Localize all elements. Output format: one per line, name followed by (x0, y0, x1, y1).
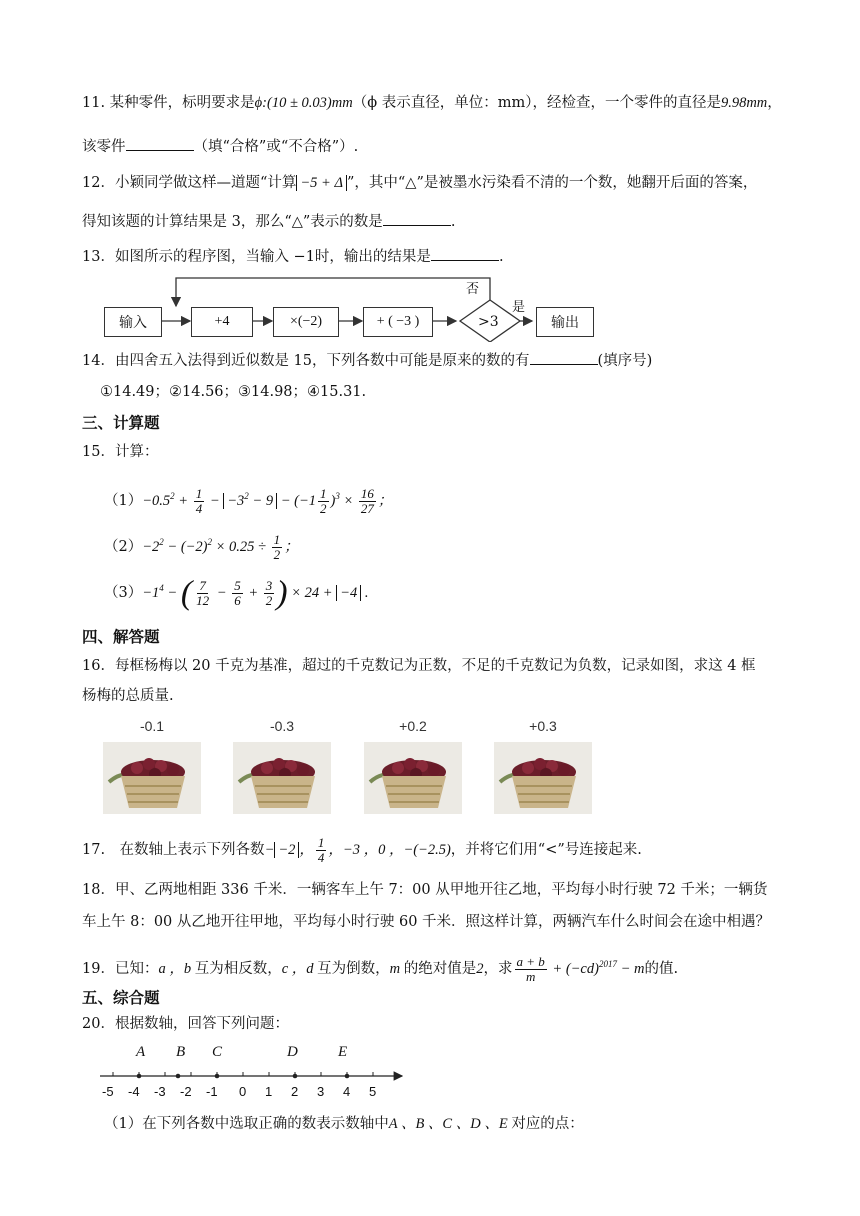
tick-label: 3 (317, 1084, 325, 1099)
q15-title: 15．计算： (82, 444, 159, 460)
q19-expr: $\frac{a + b}{m}$ + $(-cd)^{2017} - m$ (516, 954, 645, 984)
q13-text: 13．如图所示的程序图，当输入 −1时，输出的结果是 (82, 249, 431, 265)
tick-label: -1 (206, 1084, 218, 1099)
tick-label: 2 (291, 1084, 299, 1099)
q19-var-cd: c ，d (281, 960, 318, 977)
q17-numbers: − −2 ， $\frac{1}{4}$ ，−3 ，0 ，−(−2.5) (264, 835, 451, 866)
basket-label-1: -0.1 (139, 718, 165, 734)
q20-sub1-points: A 、B 、C 、D 、E (388, 1116, 512, 1132)
flow-cond-label: >3 (478, 314, 499, 330)
q15-part2 (104, 522, 299, 567)
q15-part2-label: （2） (104, 538, 143, 555)
section-4-heading: 四、解答题 (82, 628, 160, 646)
q19-text-e: ，求 (483, 960, 513, 977)
q11-line2 (82, 136, 358, 157)
tick-label: -3 (154, 1084, 166, 1099)
q19-text-b: 互为相反数， (194, 960, 282, 977)
basket-label-3: +0.2 (399, 718, 427, 734)
section-3-heading: 三、计算题 (82, 414, 160, 432)
q19-var-ab: a ，b (158, 960, 195, 977)
q12-line2-text: 得知该题的计算结果是 3，那么“△”表示的数是 (82, 214, 383, 230)
q15-part3-expr: $-1^4$ − ( $\frac{7}{12}$ − $\frac{5}{6}$ + $\frac{3}{2}$ ) × 24 + −4 . (142, 574, 369, 612)
number-line (96, 1066, 408, 1086)
q14-text: 14．由四舍五入法得到近似数是 15，下列各数中可能是原来的数的有 (82, 353, 530, 369)
flow-input-box (104, 307, 162, 337)
basket-image-1 (103, 742, 201, 814)
q15-part1-label: （1） (104, 492, 143, 509)
q12-text: 12．小颖同学做这样—道题“计算 (82, 175, 297, 191)
q20-sub1-end: 对应的点： (511, 1116, 584, 1132)
flow-step1-box (191, 307, 253, 337)
basket-label-2: -0.3 (269, 718, 295, 734)
point-label-a: A (136, 1044, 146, 1060)
flow-no-label: 否 (466, 282, 480, 297)
q13-line (82, 246, 504, 267)
q11-value: 9.98mm (720, 95, 768, 111)
q14-answer-blank[interactable] (530, 350, 598, 365)
flow-step3-label: + ( −3 ) (376, 314, 420, 329)
q15-part1-expr: $-0.5^2$ + $\frac{1}{4}$ − $-3^2 - 9 - (-1$ $\frac{1}{2}$ )$^3$ × $\frac{16}{27}$ ； (142, 486, 393, 516)
tick-label: -5 (102, 1084, 114, 1099)
q12-line2-text-b: . (450, 214, 456, 230)
q15-part3-label: （3） (104, 584, 143, 601)
point-c-dot (215, 1074, 220, 1079)
q17-text-b: ，并将它们用“<”号连接起来. (450, 842, 642, 858)
q20-sub1 (104, 1114, 584, 1134)
q18-line1: 18．甲、乙两地相距 336 千米．一辆客车上午 7：00 从甲地开往乙地，平均每小时行驶 72 千米；一辆货 (82, 882, 768, 898)
q20-sub1-text: （1）在下列各数中选取正确的数表示数轴中 (104, 1116, 389, 1132)
number-line-ticks (96, 1084, 408, 1102)
q14-options: ①14.49；②14.56；③14.98；④15.31. (100, 384, 367, 400)
q19-var-m: m (389, 960, 404, 977)
q14-line1 (82, 350, 652, 371)
flow-step3-box (363, 307, 433, 337)
q15-part1 (104, 476, 392, 521)
q19-value-2: 2 (476, 960, 484, 977)
point-label-d: D (287, 1044, 298, 1060)
flow-yes-label: 是 (512, 300, 526, 315)
q19-text-f: 的值. (644, 960, 679, 977)
q11-answer-blank[interactable] (126, 136, 194, 151)
flow-step2-label: ×(−2) (289, 314, 323, 329)
q11-text-b: （ϕ 表示直径，单位：mm），经检查，一个零件的直径是 (352, 95, 721, 111)
q12-text-b: ”，其中“△”是被墨水污染看不清的一个数，她翻开后面的答案， (346, 175, 758, 191)
q19-text-d: 的绝对值是 (403, 960, 477, 977)
q13-text-b: . (498, 249, 504, 265)
flow-output-box (536, 307, 594, 337)
flow-step1-label: +4 (214, 314, 230, 329)
q20-title: 20．根据数轴，回答下列问题： (82, 1016, 289, 1032)
tick-label: 0 (239, 1084, 247, 1099)
q19-text-c: 互为倒数， (317, 960, 390, 977)
section-5-heading: 五、综合题 (82, 989, 160, 1007)
q13-answer-blank[interactable] (431, 246, 499, 261)
q19-line (82, 944, 678, 989)
q11-line2-text-b: （填“合格”或“不合格”）. (193, 139, 359, 155)
tick-label: 4 (343, 1084, 351, 1099)
q17-text: 17. 在数轴上表示下列各数 (82, 842, 265, 858)
q11-line2-text: 该零件 (82, 139, 126, 155)
q12-line2 (82, 211, 455, 232)
q17-line (82, 830, 642, 870)
flow-step2-box (273, 307, 339, 337)
basket-label-4: +0.3 (529, 718, 557, 734)
tick-label: -4 (128, 1084, 140, 1099)
point-b-dot (176, 1074, 181, 1079)
q11-text-c: ， (767, 95, 782, 111)
q16-line2: 杨梅的总质量. (82, 688, 174, 704)
point-a-dot (137, 1074, 142, 1079)
basket-image-4 (494, 742, 592, 814)
q14-text-b: (填序号) (597, 353, 653, 369)
point-label-e: E (338, 1044, 348, 1060)
point-label-c: C (212, 1044, 223, 1060)
q15-part3 (104, 568, 368, 614)
q12-formula: −5 + Δ (296, 175, 347, 191)
point-e-dot (345, 1074, 350, 1079)
q19-text-a: 19．已知： (82, 960, 159, 977)
q16-line1: 16．每框杨梅以 20 千克为基准，超过的千克数记为正数，不足的千克数记为负数，记录如图，求这 4 框 (82, 658, 756, 674)
q11-formula: ϕ:(10 ± 0.03)mm (254, 95, 353, 111)
flow-input-label: 输入 (119, 316, 147, 331)
basket-image-2 (233, 742, 331, 814)
q12-answer-blank[interactable] (383, 211, 451, 226)
point-label-b: B (176, 1044, 186, 1060)
tick-label: 1 (265, 1084, 273, 1099)
flow-output-label: 输出 (551, 316, 579, 331)
point-d-dot (293, 1074, 298, 1079)
q11-line1 (82, 93, 782, 113)
tick-label: 5 (369, 1084, 377, 1099)
q18-line2: 车上午 8：00 从乙地开往甲地，平均每小时行驶 60 千米．照这样计算，两辆汽车什么时间会在途中相遇？ (82, 914, 771, 930)
q15-part2-expr: $-2^2 - (-2)^2 \times 0.25$ ÷ $\frac{1}{2}$ ； (142, 532, 299, 562)
basket-image-3 (364, 742, 462, 814)
q11-text: 11. 某种零件，标明要求是 (82, 95, 255, 111)
tick-label: -2 (180, 1084, 192, 1099)
q12-line1 (82, 173, 757, 193)
